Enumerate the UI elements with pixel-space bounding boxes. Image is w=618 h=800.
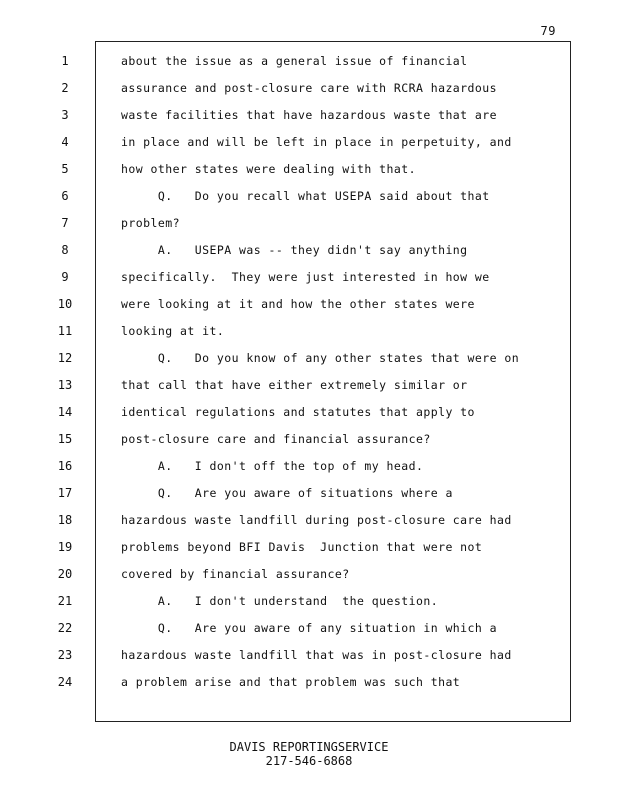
transcript-line: in place and will be left in place in perpetuity, and — [121, 135, 512, 149]
line-number: 23 — [57, 648, 73, 662]
line-number: 4 — [61, 135, 69, 149]
transcript-line: A. I don't off the top of my head. — [121, 459, 424, 473]
transcript-line: problem? — [121, 216, 180, 230]
transcript-body — [121, 51, 561, 699]
transcript-line: A. I don't understand the question. — [121, 594, 439, 608]
line-number: 22 — [57, 621, 73, 635]
transcript-line: Q. Are you aware of situations where a — [121, 486, 453, 500]
transcript-line: post-closure care and financial assurance? — [121, 432, 431, 446]
line-number: 14 — [57, 405, 73, 419]
transcript-line: waste facilities that have hazardous waste that are — [121, 108, 498, 122]
line-number: 12 — [57, 351, 73, 365]
line-number: 8 — [61, 243, 69, 257]
transcript-line: looking at it. — [121, 324, 225, 338]
line-number: 6 — [61, 189, 69, 203]
transcript-line: specifically. They were just interested in how we — [121, 270, 490, 284]
line-number: 13 — [57, 378, 73, 392]
line-number: 20 — [57, 567, 73, 581]
line-number: 17 — [57, 486, 73, 500]
transcript-line: covered by financial assurance? — [121, 567, 350, 581]
line-number: 2 — [61, 81, 69, 95]
transcript-line: a problem arise and that problem was such that — [121, 675, 461, 689]
line-number: 10 — [57, 297, 73, 311]
transcript-line: were looking at it and how the other states were — [121, 297, 475, 311]
transcript-line: that call that have either extremely similar or — [121, 378, 468, 392]
transcript-line: problems beyond BFI Davis Junction that were not — [121, 540, 483, 554]
footer-phone: 217-546-6868 — [265, 754, 353, 768]
transcript-line: identical regulations and statutes that apply to — [121, 405, 475, 419]
line-number: 9 — [61, 270, 69, 284]
line-number: 5 — [61, 162, 69, 176]
line-number: 24 — [57, 675, 73, 689]
line-number: 16 — [57, 459, 73, 473]
line-number-column — [45, 51, 85, 699]
line-number: 3 — [61, 108, 69, 122]
page-number: 79 — [540, 24, 556, 38]
line-number: 21 — [57, 594, 73, 608]
page-footer — [0, 740, 618, 768]
line-number: 15 — [57, 432, 73, 446]
line-number: 1 — [61, 54, 69, 68]
line-number: 7 — [61, 216, 69, 230]
transcript-line: hazardous waste landfill that was in post-closure had — [121, 648, 512, 662]
transcript-line: A. USEPA was -- they didn't say anything — [121, 243, 468, 257]
line-number: 18 — [57, 513, 73, 527]
transcript-line: Q. Do you recall what USEPA said about that — [121, 189, 490, 203]
footer-company: DAVIS REPORTINGSERVICE — [229, 740, 389, 754]
transcript-line: Q. Do you know of any other states that were on — [121, 351, 520, 365]
transcript-line: Q. Are you aware of any situation in which a — [121, 621, 498, 635]
transcript-line: about the issue as a general issue of financial — [121, 54, 468, 68]
line-number: 11 — [57, 324, 73, 338]
line-number: 19 — [57, 540, 73, 554]
transcript-line: assurance and post-closure care with RCRA hazardous — [121, 81, 498, 95]
transcript-line: hazardous waste landfill during post-closure care had — [121, 513, 512, 527]
transcript-line: how other states were dealing with that. — [121, 162, 416, 176]
